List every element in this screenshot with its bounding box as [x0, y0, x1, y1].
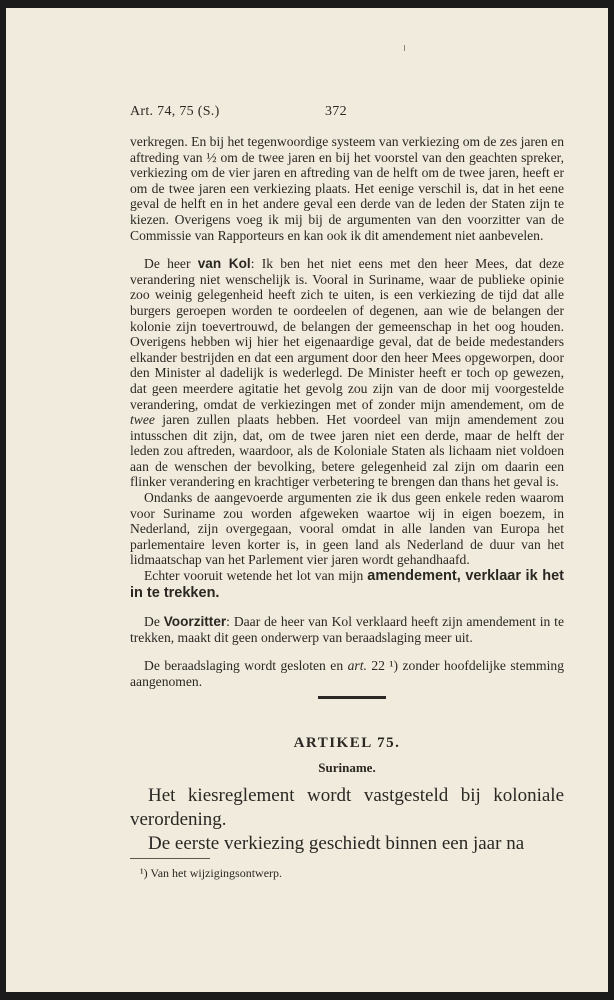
para6-text-b: 22 ¹) zonder hoofdelijke stemming aangenomen.	[130, 658, 564, 689]
margin-mark	[404, 45, 405, 51]
running-title: Art. 74, 75 (S.)	[130, 104, 220, 119]
article-text	[130, 784, 564, 856]
para4-text: Echter vooruit wetende het lot van mijn	[144, 568, 368, 584]
article-title: ARTIKEL 75.	[293, 735, 401, 751]
paragraph-beraadslaging	[130, 658, 564, 689]
body-text	[130, 134, 564, 690]
para2-text-a: : Ik ben het niet eens met den heer Mees, dat deze verandering niet wenschelijk is. Vooral in Suriname, waar de publieke opinie zoo weinig gelegenheid heeft zich te uiten, is een verkiezing de tijd dat alle burgers geroepen worden te oordeelen of degenen, aan wie de belangen der kolonie zijn toevertrouwd, de belangen der gemeenschap in het oog houden. Overigens hebben wij hier het eigenaardige geval, dat de beide medestanders elkander bestrijden en dat een argument door den heer Mees opgeworpen, door den Minister al dadelijk is wederlegd. De Minister heeft er toch op gewezen, dat geen meerdere agitatie het gevolg zou zijn van de door mij voorgestelde verandering, omdat de verkiezingen met of zonder mijn amendement, om de	[130, 256, 564, 412]
article-subtitle: Suriname.	[318, 760, 376, 775]
paragraph-voorzitter	[130, 614, 564, 645]
para4-bold: amendement, verklaar ik het in te trekken.	[130, 568, 564, 601]
article-line-1: Het kiesreglement wordt vastgesteld bij koloniale verordening.	[130, 785, 564, 830]
para5-intro: De	[144, 614, 164, 630]
para6-text-a: De beraadslaging wordt gesloten en	[144, 658, 348, 674]
document-page	[6, 8, 608, 992]
paragraph-van-kol	[130, 256, 564, 490]
footnote: ¹) Van het wijzigingsontwerp.	[140, 866, 283, 880]
para2-emphasis: twee	[130, 412, 155, 428]
paragraph-continuation: verkregen. En bij het tegenwoordige systeem van verkiezing om de zes jaren en aftreding van ½ om de twee jaren en bij het voorstel van den geachten spreker, verkiezing om de vier jaren en aftreding van de helft om de twee jaren, heeft er om de twee jaren een verkiezing plaats. Het eenige verschil is, dat in het eene geval de helft en in het andere geval een derde van de leden der Staten zijn te kiezen. Overigens voeg ik mij bij de argumenten van den voorzitter van de Commissie van Rapporteurs en kan ook ik dit amendement niet aanbevelen.	[130, 134, 564, 243]
speaker-van-kol: van Kol	[197, 256, 251, 272]
para2-text-b: jaren zullen plaats hebben. Het voordeel van mijn amendement zou intusschen dit zijn, dat, om de twee jaren niet een derde, maar de helft der leden zou aftreden, waardoor, als de Koloniale Staten als lichaam niet voldoen aan de wenschen der bevolking, betere gelegenheid zal zijn om daarin een flinker verandering en krachtiger verbetering te brengen dan thans het geval is.	[130, 412, 564, 490]
section-divider	[318, 696, 386, 699]
article-line-2: De eerste verkiezing geschiedt binnen een jaar na	[148, 833, 525, 854]
paragraph-echter	[130, 568, 564, 601]
para6-emphasis: art.	[347, 658, 367, 674]
para5-text: : Daar de heer van Kol verklaard heeft zijn amendement in te trekken, maakt dit geen onderwerp van beraadslaging meer uit.	[130, 614, 564, 645]
para2-intro: De heer	[144, 256, 198, 272]
speaker-voorzitter: Voorzitter	[163, 614, 227, 630]
footnote-rule	[130, 858, 210, 859]
paragraph-ondanks: Ondanks de aangevoerde argumenten zie ik dus geen enkele reden waarom voor Suriname zou worden afgeweken waartoe wij in eigen boezem, in Nederland, zijn overgegaan, vooral omdat in alle landen van Europa het parlementaire leven korter is, in geen land als Nederland de duur van het lidmaatschap van het Parlement vier jaren wordt gehandhaafd.	[130, 490, 564, 568]
page-number: 372	[325, 104, 347, 119]
